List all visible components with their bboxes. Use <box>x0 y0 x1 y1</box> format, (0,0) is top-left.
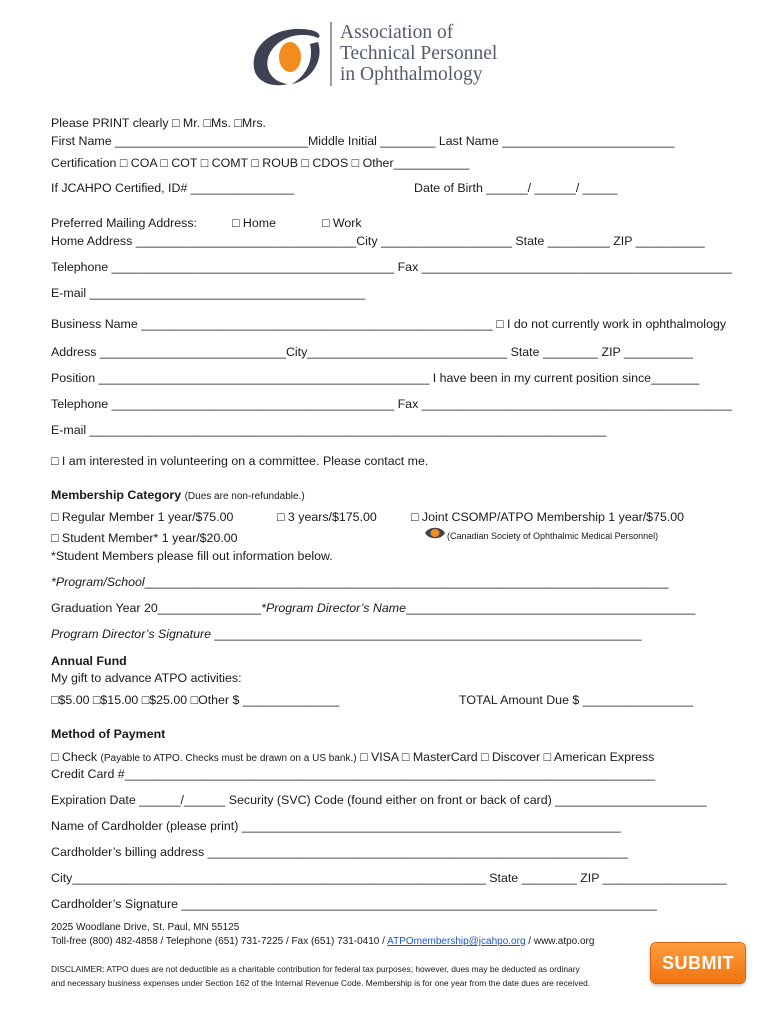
mailing-label: Preferred Mailing Address: <box>51 216 198 230</box>
jcahpo-id-field[interactable]: If JCAHPO Certified, ID# _______________ <box>51 181 295 195</box>
credit-card-number-field[interactable]: Credit Card #_____________________________________________________________________________ <box>51 767 656 781</box>
business-name-row[interactable]: Business Name ___________________________________________________ □ I do not currently work in ophthalmology <box>51 317 727 331</box>
footer-website: / www.atpo.org <box>525 936 595 947</box>
org-name-line1: Association of <box>340 22 454 43</box>
joint-membership-checkbox[interactable]: □ Joint CSOMP/ATPO Membership 1 year/$75.00 <box>411 510 685 524</box>
program-school-field[interactable]: *Program/School____________________________________________________________________________ <box>51 575 669 589</box>
check-checkbox[interactable]: □ Check <box>51 750 98 764</box>
graduation-director-row[interactable]: Graduation Year 20_______________*Program Director’s Name__________________________________________ <box>51 601 696 615</box>
membership-email-link[interactable]: ATPOmembership@jcahpo.org <box>387 936 526 947</box>
home-address-row[interactable]: Home Address ________________________________City ___________________ State _________ ZIP __________ <box>51 234 705 248</box>
footer-address: 2025 Woodlane Drive, St. Paul, MN 55125 <box>51 922 240 933</box>
home-telephone-row[interactable]: Telephone _________________________________________ Fax _____________________________________________ <box>51 260 732 274</box>
gift-options[interactable]: □$5.00 □$15.00 □$25.00 □Other $ ______________ <box>51 693 340 707</box>
payment-options-row[interactable] <box>51 751 654 764</box>
mailing-work-checkbox[interactable]: □ Work <box>322 216 362 230</box>
disclaimer-line2: and necessary business expenses under Section 162 of the Internal Revenue Code. Membership is for one year from the date dues are received. <box>51 978 591 988</box>
cardholder-name-label: Name of Cardholder (please print) <box>51 819 239 833</box>
billing-address-label: Cardholder’s billing address <box>51 845 205 859</box>
footer-contact <box>51 937 594 947</box>
position-row[interactable]: Position ________________________________________________ I have been in my current position since_______ <box>51 371 700 385</box>
student-note: *Student Members please fill out information below. <box>51 549 333 563</box>
salutation-row[interactable]: Please PRINT clearly □ Mr. □Ms. □Mrs. <box>51 116 266 130</box>
credit-card-label: Credit Card # <box>51 767 125 781</box>
cardholder-signature-label: Cardholder’s Signature <box>51 897 178 911</box>
date-of-birth-field[interactable]: Date of Birth ______/ ______/ _____ <box>414 181 618 195</box>
student-member-checkbox[interactable]: □ Student Member* 1 year/$20.00 <box>51 531 238 545</box>
check-note: (Payable to ATPO. Checks must be drawn on a US bank.) <box>100 753 357 764</box>
eye-logo-icon <box>248 20 326 90</box>
org-name-line2: Technical Personnel <box>340 43 498 64</box>
program-director-label: *Program Director’s Name <box>261 601 406 615</box>
business-email-field[interactable]: E-mail ___________________________________________________________________________ <box>51 423 607 437</box>
membership-heading-note: (Dues are non-refundable.) <box>184 491 305 502</box>
org-name <box>340 22 497 85</box>
regular-member-checkbox[interactable]: □ Regular Member 1 year/$75.00 <box>51 510 234 524</box>
director-signature-field[interactable]: Program Director’s Signature ______________________________________________________________ <box>51 627 642 641</box>
billing-city-row[interactable]: City____________________________________________________________ State ________ ZIP __________________ <box>51 871 727 885</box>
director-signature-label: Program Director’s Signature <box>51 627 211 641</box>
total-amount-field[interactable]: TOTAL Amount Due $ ________________ <box>459 693 693 707</box>
expiration-security-row[interactable]: Expiration Date ______/______ Security (SVC) Code (found either on front or back of card) ______________________ <box>51 793 707 807</box>
three-years-checkbox[interactable]: □ 3 years/$175.00 <box>277 510 377 524</box>
logo-divider <box>330 22 332 86</box>
graduation-year-field[interactable]: Graduation Year 20_______________ <box>51 601 262 615</box>
submit-button[interactable]: SUBMIT <box>651 943 745 983</box>
business-telephone-row[interactable]: Telephone _________________________________________ Fax _____________________________________________ <box>51 397 732 411</box>
cardholder-name-field[interactable]: Name of Cardholder (please print) _______________________________________________________ <box>51 819 621 833</box>
membership-heading <box>51 489 305 502</box>
atpo-logo <box>248 20 528 92</box>
payment-heading: Method of Payment <box>51 727 166 741</box>
footer-phone-fax: Toll-free (800) 482-4858 / Telephone (651) 731-7225 / Fax (651) 731-0410 / <box>51 936 388 947</box>
name-row[interactable]: First Name ____________________________Middle Initial ________ Last Name _________________________ <box>51 134 675 148</box>
cardholder-signature-field[interactable]: Cardholder’s Signature _____________________________________________________________________ <box>51 897 657 911</box>
csomp-note: (Canadian Society of Ophthalmic Medical Personnel) <box>447 531 659 541</box>
annual-fund-subheading: My gift to advance ATPO activities: <box>51 671 242 685</box>
org-name-line3: in Ophthalmology <box>340 64 483 85</box>
mailing-home-checkbox[interactable]: □ Home <box>232 216 276 230</box>
volunteer-checkbox[interactable]: □ I am interested in volunteering on a committee. Please contact me. <box>51 454 429 468</box>
card-type-checkboxes[interactable]: □ VISA □ MasterCard □ Discover □ American Express <box>360 750 655 764</box>
billing-address-field[interactable]: Cardholder’s billing address _____________________________________________________________ <box>51 845 628 859</box>
annual-fund-heading: Annual Fund <box>51 654 127 668</box>
certification-row[interactable]: Certification □ COA □ COT □ COMT □ ROUB □ CDOS □ Other___________ <box>51 156 470 170</box>
membership-heading-text: Membership Category <box>51 488 182 502</box>
program-school-label: *Program/School <box>51 575 145 589</box>
business-address-row[interactable]: Address ___________________________City_____________________________ State ________ ZIP __________ <box>51 345 693 359</box>
disclaimer-line1: DISCLAIMER: ATPO dues are not deductible as a charitable contribution for federal tax purposes; however, dues may be deducted as ordinary <box>51 964 580 974</box>
home-email-field[interactable]: E-mail ________________________________________ <box>51 286 366 300</box>
csomp-logo-icon <box>424 526 446 540</box>
